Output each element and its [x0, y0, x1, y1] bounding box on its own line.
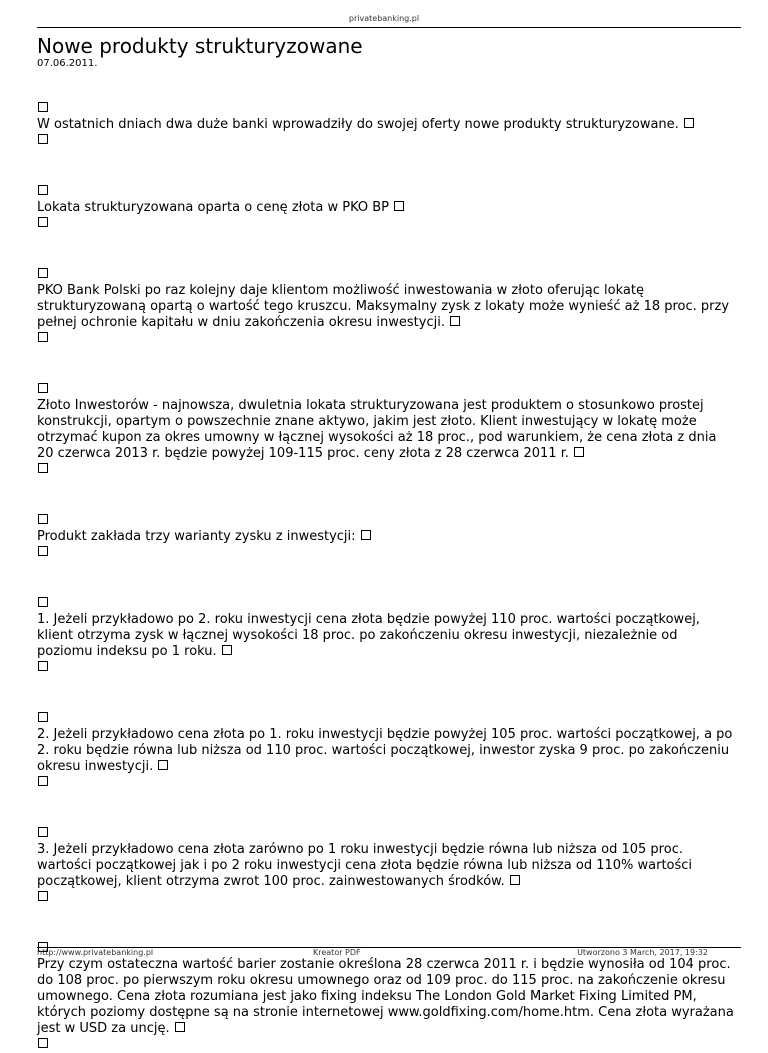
- article-paragraph: [37, 596, 737, 676]
- placeholder-glyph-icon: [38, 597, 48, 607]
- article-body: [37, 101, 737, 1053]
- placeholder-glyph-icon: [222, 645, 232, 655]
- placeholder-glyph-icon: [38, 827, 48, 837]
- placeholder-glyph-icon: [394, 201, 404, 211]
- paragraph-text: Produkt zakłada trzy warianty zysku z inwestycji:: [37, 529, 356, 544]
- placeholder-glyph-icon: [38, 185, 48, 195]
- placeholder-glyph-icon: [38, 102, 48, 112]
- article-paragraph: [37, 382, 737, 478]
- site-header: privatebanking.pl: [348, 14, 420, 23]
- footer-created-timestamp: Utworzono 3 March, 2017, 19:32: [577, 948, 708, 957]
- paragraph-text: W ostatnich dniach dwa duże banki wprowadziły do swojej oferty nowe produkty strukturyzowane.: [37, 117, 679, 132]
- placeholder-glyph-icon: [38, 463, 48, 473]
- paragraph-text: PKO Bank Polski po raz kolejny daje klientom możliwość inwestowania w złoto oferując lokatę strukturyzowaną opartą o wartość tego kruszcu. Maksymalny zysk z lokaty może wynieść aż 18 proc. przy pełnej ochronie kapitału w dniu zakończenia okresu inwestycji.: [37, 283, 730, 330]
- placeholder-glyph-icon: [175, 1022, 185, 1032]
- placeholder-glyph-icon: [510, 875, 520, 885]
- placeholder-glyph-icon: [38, 134, 48, 144]
- footer-creator: Kreator PDF: [313, 948, 361, 957]
- placeholder-glyph-icon: [574, 447, 584, 457]
- placeholder-glyph-icon: [38, 217, 48, 227]
- placeholder-glyph-icon: [38, 1038, 48, 1048]
- placeholder-glyph-icon: [38, 776, 48, 786]
- article-title: Nowe produkty strukturyzowane: [37, 34, 363, 58]
- article-paragraph: [37, 826, 737, 906]
- article-paragraph: [37, 513, 737, 561]
- placeholder-glyph-icon: [361, 530, 371, 540]
- placeholder-glyph-icon: [38, 712, 48, 722]
- paragraph-text: 2. Jeżeli przykładowo cena złota po 1. roku inwestycji będzie powyżej 105 proc. wartości początkowej, a po 2. roku będzie równa lub niższa od 110 proc. wartości początkowej, inwestor zyska 9 proc. po zakończeniu okresu inwestycji.: [37, 727, 733, 774]
- placeholder-glyph-icon: [450, 316, 460, 326]
- footer-url: http://www.privatebanking.pl: [37, 948, 154, 957]
- placeholder-glyph-icon: [38, 514, 48, 524]
- article-date: 07.06.2011.: [37, 58, 98, 69]
- placeholder-glyph-icon: [684, 118, 694, 128]
- placeholder-glyph-icon: [38, 383, 48, 393]
- paragraph-text: Lokata strukturyzowana oparta o cenę złota w PKO BP: [37, 200, 390, 215]
- paragraph-text: Przy czym ostateczna wartość barier zostanie określona 28 czerwca 2011 r. i będzie wynosiła od 104 proc. do 108 proc. po pierwszym roku okresu umownego oraz od 109 proc. do 115 proc. na zakończenie okresu umownego. Cena złota rozumiana jest jako fixing indeksu The London Gold Market Fixing Limited PM, których poziomy dostępne są na stronie internetowej www.goldfixing.com/home.htm. Cena złota wyrażana jest w USD za uncję.: [37, 957, 734, 1036]
- placeholder-glyph-icon: [38, 332, 48, 342]
- placeholder-glyph-icon: [38, 891, 48, 901]
- paragraph-text: 1. Jeżeli przykładowo po 2. roku inwestycji cena złota będzie powyżej 110 proc. wartości początkowej, klient otrzyma zysk w łącznej wysokości 18 proc. po zakończeniu okresu inwestycji, niezależnie od poziomu indeksu po 1 roku.: [37, 612, 700, 659]
- article-paragraph: [37, 267, 737, 347]
- placeholder-glyph-icon: [38, 661, 48, 671]
- article-paragraph: [37, 711, 737, 791]
- paragraph-text: 3. Jeżeli przykładowo cena złota zarówno po 1 roku inwestycji będzie równa lub niższa od 105 proc. wartości początkowej jak i po 2 roku inwestycji cena złota będzie równa lub niższa od 110% wartości początkowej, klient otrzyma zwrot 100 proc. zainwestowanych środków.: [37, 842, 693, 889]
- article-paragraph: [37, 101, 737, 149]
- article-paragraph: [37, 184, 737, 232]
- placeholder-glyph-icon: [38, 546, 48, 556]
- paragraph-text: Złoto Inwestorów - najnowsza, dwuletnia lokata strukturyzowana jest produktem o stosunkowo prostej konstrukcji, opartym o powszechnie znane aktywo, jakim jest złoto. Klient inwestujący w lokatę może otrzymać kupon za okres umowny w łącznej wysokości aż 18 proc., pod warunkiem, że cena złota z dnia 20 czerwca 2013 r. będzie powyżej 109-115 proc. ceny złota z 28 czerwca 2011 r.: [37, 398, 717, 461]
- placeholder-glyph-icon: [158, 760, 168, 770]
- placeholder-glyph-icon: [38, 268, 48, 278]
- top-divider: [37, 27, 741, 28]
- article-paragraph: [37, 941, 737, 1053]
